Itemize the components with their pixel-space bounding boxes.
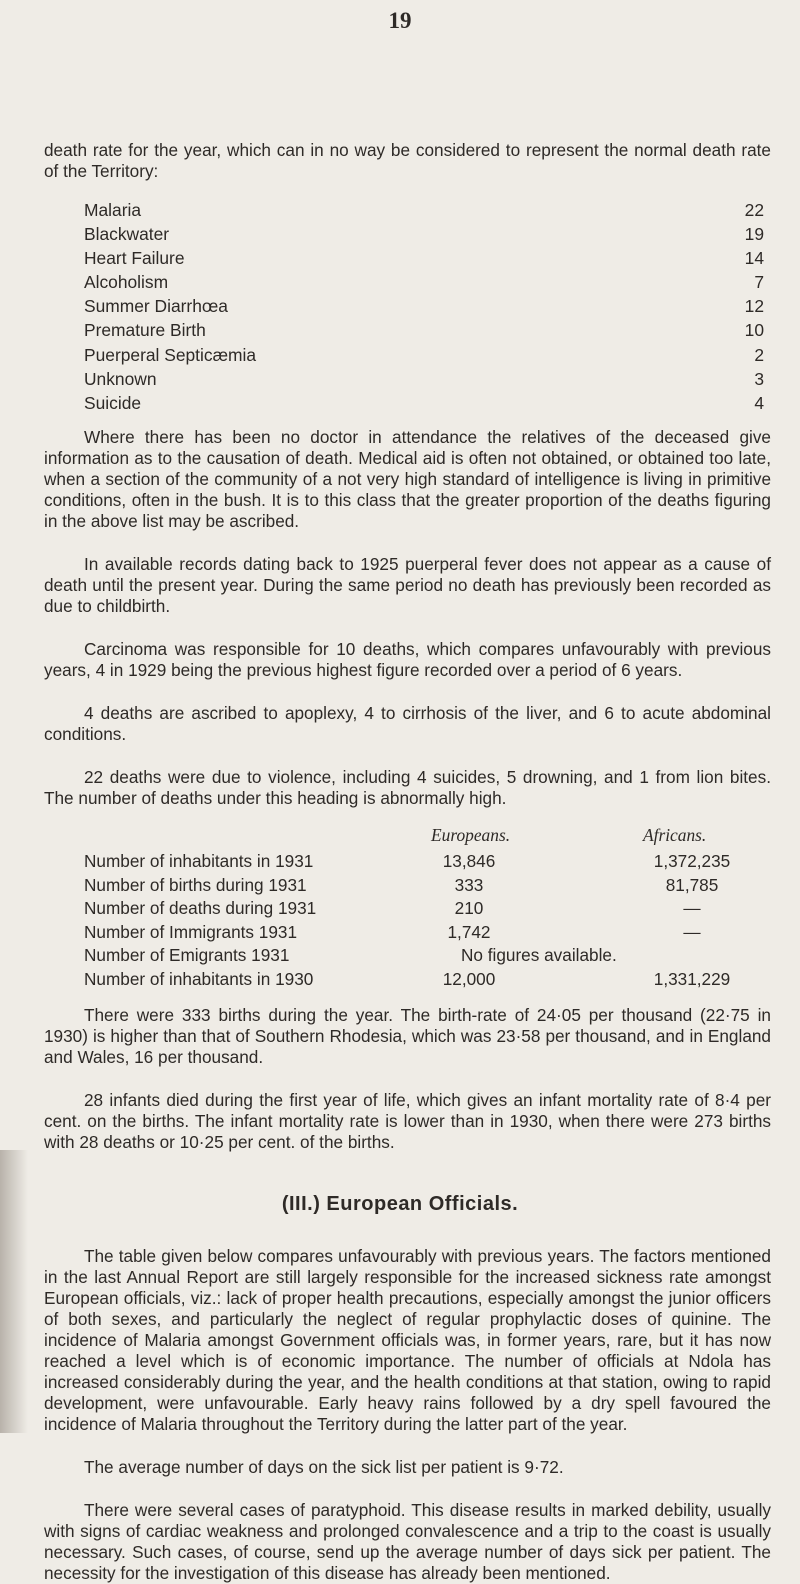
- cause-name: Suicide: [84, 392, 142, 413]
- paragraph-apoplexy: 4 deaths are ascribed to apoplexy, 4 to cirrhosis of the liver, and 6 to acute abdominal conditions.: [44, 703, 771, 744]
- table-row: [84, 875, 774, 899]
- causes-of-death-list: [84, 200, 764, 417]
- table-row: [84, 851, 774, 875]
- europeans-value: 12,000: [442, 968, 496, 989]
- cause-count: 2: [754, 344, 764, 365]
- africans-value: 1,372,235: [653, 851, 731, 871]
- column-header-europeans: Europeans.: [431, 825, 511, 845]
- paragraph-attendance: Where there has been no doctor in attendance the relatives of the deceased give information as to the causation of death. Medical aid is often not obtained, or obtained too late, when a section of the community of a not very high standard of intelligence is living in primitive conditions, often in the bush. It is to this class that the greater proportion of the deaths figuring in the above list may be ascribed.: [44, 427, 771, 531]
- table-row: [84, 898, 774, 922]
- row-label: Number of deaths during 1931: [84, 898, 317, 919]
- list-item: [84, 296, 764, 320]
- cause-name: Heart Failure: [84, 248, 185, 269]
- section-heading: (III.) European Officials.: [281, 1193, 519, 1215]
- africans-value: —: [683, 921, 701, 942]
- list-item: [84, 393, 764, 417]
- list-item: [84, 369, 764, 393]
- cause-name: Malaria: [84, 200, 142, 220]
- europeans-value: 13,846: [442, 851, 496, 871]
- population-table: [84, 827, 774, 993]
- row-label: Number of inhabitants in 1931: [84, 851, 314, 871]
- cause-count: 10: [744, 320, 764, 341]
- list-item: [84, 248, 764, 272]
- table-header: [84, 827, 774, 851]
- paragraph-births: There were 333 births during the year. The birth-rate of 24·05 per thousand (22·75 in 1930) is higher than that of Southern Rhodesia, which was 23·58 per thousand, and in England and Wales, 16 per thousand.: [44, 1005, 771, 1067]
- page-number: 19: [388, 8, 412, 33]
- cause-count: 19: [744, 224, 764, 245]
- cause-name: Puerperal Septicæmia: [84, 344, 257, 365]
- intro-text: death rate for the year, which can in no way be considered to represent the normal death rate of the Territory:: [44, 140, 771, 181]
- europeans-value: 210: [454, 898, 484, 919]
- cause-count: 3: [754, 368, 764, 389]
- table-row: [84, 969, 774, 993]
- cause-name: Unknown: [84, 368, 157, 389]
- cause-count: 7: [754, 272, 764, 293]
- cause-name: Alcoholism: [84, 272, 169, 293]
- list-item: [84, 224, 764, 248]
- africans-value: 81,785: [665, 874, 719, 895]
- list-item: [84, 345, 764, 369]
- column-header-africans: Africans.: [643, 825, 707, 845]
- table-row: [84, 945, 774, 969]
- page-edge-shadow: [0, 1150, 28, 1433]
- list-item: [84, 200, 764, 224]
- list-item: [84, 272, 764, 296]
- paragraph-puerperal: In available records dating back to 1925 puerperal fever does not appear as a cause of death until the present year. During the same period no death has previously been recorded as due to childbirth.: [44, 554, 771, 616]
- cause-name: Summer Diarrhœa: [84, 296, 228, 317]
- cause-count: 12: [744, 296, 764, 317]
- row-label: Number of births during 1931: [84, 874, 307, 895]
- row-label: Number of inhabitants in 1930: [84, 968, 314, 989]
- list-item: [84, 320, 764, 344]
- paragraph-paratyphoid: There were several cases of paratyphoid. This disease results in marked debility, usually with signs of cardiac weakness and prolonged convalescence and a trip to the coast is usually necessary. Such cases, of course, send up the average number of days sick per patient. The necessity for the investigation of this disease has already been mentioned.: [44, 1500, 771, 1583]
- row-label: Number of Emigrants 1931: [84, 945, 290, 966]
- paragraph-infant-mortality: 28 infants died during the first year of life, which gives an infant mortality rate of 8·4 per cent. on the births. The infant mortality rate is lower than in 1930, when there were 273 births with 28 deaths or 10·25 per cent. of the births.: [44, 1090, 771, 1152]
- no-figures-note: No figures available.: [461, 945, 617, 966]
- row-label: Number of Immigrants 1931: [84, 921, 298, 942]
- paragraph-carcinoma: Carcinoma was responsible for 10 deaths, which compares unfavourably with previous years, 4 in 1929 being the previous highest figure recorded over a period of 6 years.: [44, 639, 771, 680]
- africans-value: 1,331,229: [653, 968, 731, 989]
- paragraph-european-officials: The table given below compares unfavourably with previous years. The factors mentioned in the last Annual Report are still largely responsible for the increased sickness rate amongst European officials, viz.: lack of proper health precautions, especially amongst the junior officers of both sexes, and particularly the neglect of regular prophylactic doses of quinine. The incidence of Malaria amongst Government officials was, in former years, rare, but it has now reached a level which is of economic importance. The number of officials at Ndola has increased considerably during the year, and the health conditions at that station, owing to rapid development, were unfavourable. Early heavy rains followed by a dry spell favoured the incidence of Malaria throughout the Territory during the latter part of the year.: [44, 1246, 771, 1434]
- cause-name: Blackwater: [84, 224, 170, 245]
- paragraph-sick-list: The average number of days on the sick list per patient is 9·72.: [84, 1457, 564, 1477]
- cause-count: 4: [754, 392, 764, 413]
- paragraph-violence: 22 deaths were due to violence, including 4 suicides, 5 drowning, and 1 from lion bites. The number of deaths under this heading is abnormally high.: [44, 767, 771, 808]
- table-row: [84, 922, 774, 946]
- africans-value: —: [683, 898, 701, 919]
- cause-name: Premature Birth: [84, 320, 206, 341]
- cause-count: 22: [744, 200, 764, 220]
- europeans-value: 1,742: [447, 921, 491, 942]
- europeans-value: 333: [454, 874, 484, 895]
- cause-count: 14: [744, 248, 764, 269]
